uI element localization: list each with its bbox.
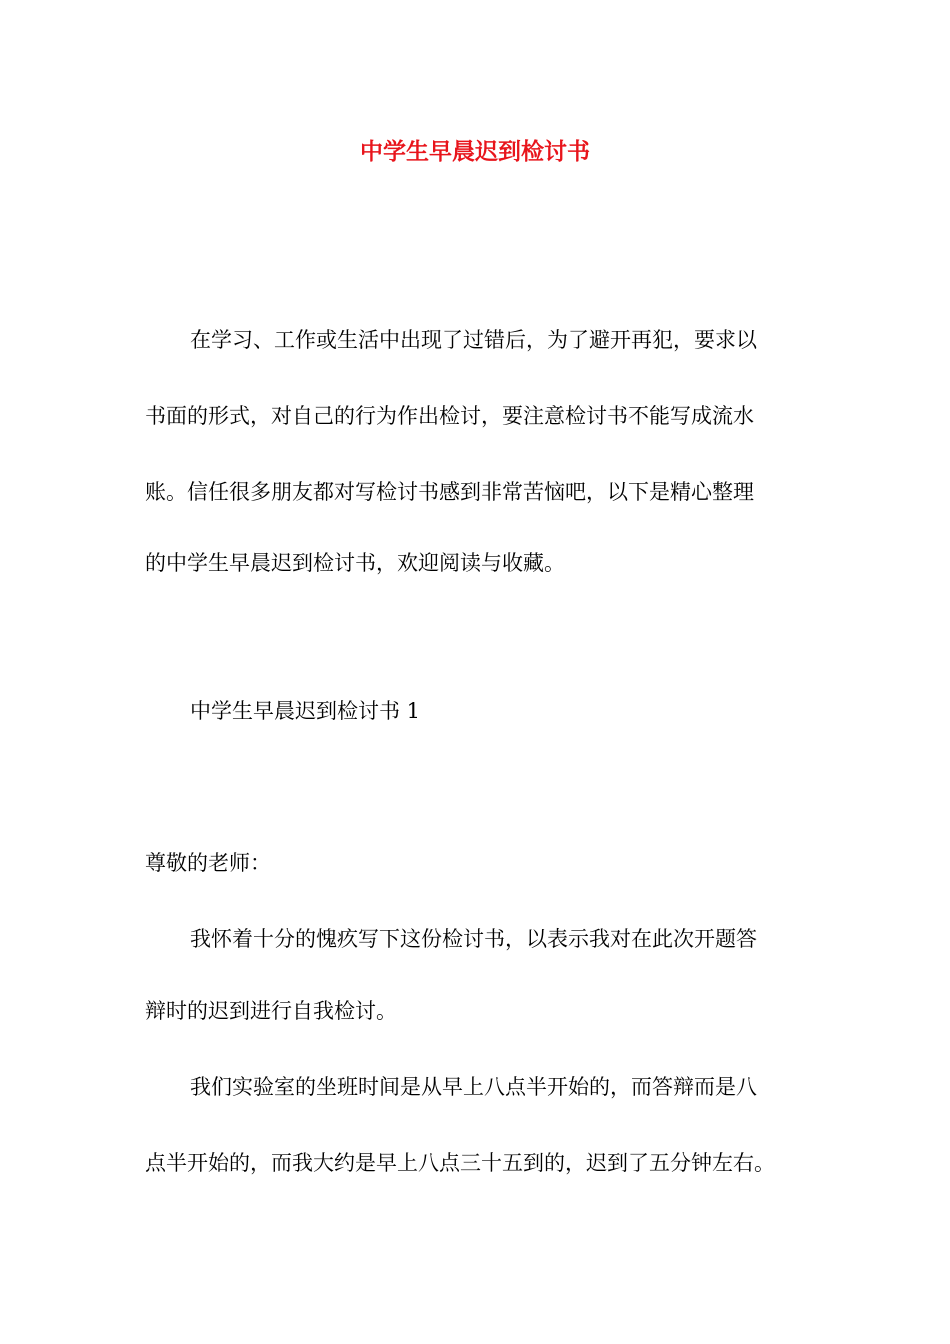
intro-line-3: 账。信任很多朋友都对写检讨书感到非常苦恼吧，以下是精心整理 — [145, 480, 754, 504]
body-line-1: 我怀着十分的愧疚写下这份检讨书，以表示我对在此次开题答 — [190, 927, 757, 951]
body-line-2: 辩时的迟到进行自我检讨。 — [145, 999, 397, 1023]
intro-line-2: 书面的形式，对自己的行为作出检讨，要注意检讨书不能写成流水 — [145, 404, 754, 428]
body-line-3: 我们实验室的坐班时间是从早上八点半开始的，而答辩而是八 — [190, 1075, 757, 1099]
intro-line-4: 的中学生早晨迟到检讨书，欢迎阅读与收藏。 — [145, 551, 565, 575]
section-heading: 中学生早晨迟到检讨书 1 — [190, 699, 421, 723]
salutation: 尊敬的老师： — [145, 851, 271, 875]
document-title: 中学生早晨迟到检讨书 — [360, 138, 590, 165]
body-line-4: 点半开始的，而我大约是早上八点三十五到的，迟到了五分钟左右。 — [145, 1151, 775, 1175]
intro-line-1: 在学习、工作或生活中出现了过错后，为了避开再犯，要求以 — [190, 328, 757, 352]
